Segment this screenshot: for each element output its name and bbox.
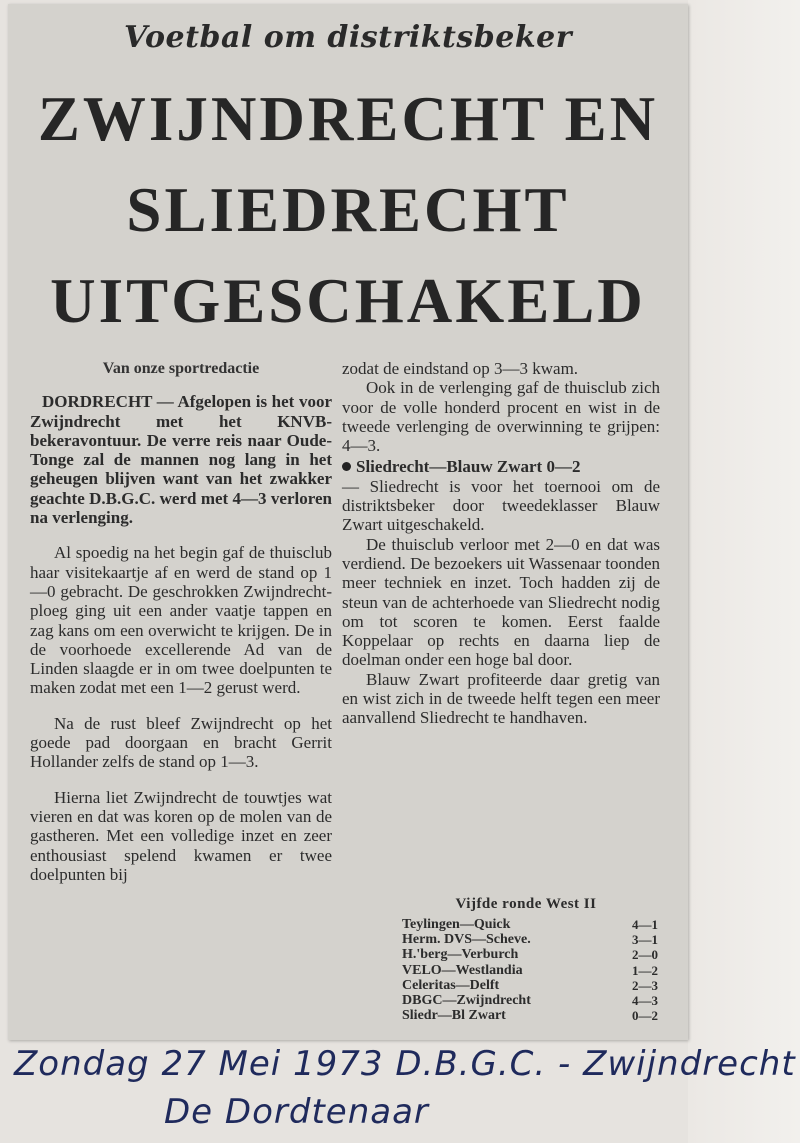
article-paragraph: zodat de eindstand op 3—3 kwam.: [342, 359, 579, 378]
results-table: [394, 896, 658, 1023]
result-teams: VELO—Westlandia: [402, 962, 523, 978]
article-lead-text: Afgelopen is het voor Zwijndrecht met het KNVB-bekeravontuur. De verre reis naar Oude-Tonge zal de mannen nog lang in het geheugen blijven want van het zwakker geachte D.B.G.C. werd met 4—3 verloren na verlenging.: [30, 392, 332, 528]
result-row: [394, 947, 658, 962]
article-paragraph: Na de rust bleef Zwijndrecht op het goede pad doorgaan en bracht Gerrit Hollander zelfs de stand op 1—3.: [30, 713, 332, 772]
article-column-left: [30, 359, 332, 884]
result-score: 3—1: [632, 932, 658, 948]
match-subheading-text: Sliedrecht—Blauw Zwart 0—2: [356, 457, 581, 477]
result-row: [394, 932, 658, 947]
bullet-icon: [342, 462, 351, 471]
result-score: 2—3: [632, 977, 658, 993]
result-row: [394, 1008, 658, 1023]
result-row: [394, 978, 658, 993]
headline-line-3: UITGESCHAKELD: [50, 266, 646, 336]
article-headline: [8, 74, 688, 347]
article-kicker: Voetbal om distriktsbeker: [123, 20, 573, 55]
headline-line-1: ZWIJNDRECHT EN: [37, 84, 659, 154]
result-row: [394, 993, 658, 1008]
result-score: 0—2: [632, 1008, 658, 1024]
article-dateline: DORDRECHT —: [42, 392, 174, 412]
result-score: 2—0: [632, 947, 658, 963]
article-paragraph: — Sliedrecht is voor het toernooi om de distriktsbeker door tweedeklasser Blauw Zwart uitgeschakeld.: [342, 476, 660, 535]
handwritten-note: [14, 1040, 794, 1136]
result-teams: Celeritas—Delft: [402, 977, 500, 993]
result-row: [394, 917, 658, 932]
result-row: [394, 963, 658, 978]
newspaper-clipping: [8, 4, 688, 1040]
handwritten-date-line: Zondag 27 Mei 1973 D.B.G.C. - Zwijndrecht: [14, 1044, 796, 1084]
article-byline: Van onze sportredactie: [102, 360, 260, 377]
handwritten-source-line: De Dordtenaar: [164, 1092, 429, 1132]
article-paragraph: Ook in de verlenging gaf de thuisclub zich voor de volle honderd procent en wist in de tweede verlenging de overwinning te grijpen: 4—3.: [342, 378, 660, 456]
result-teams: H.'berg—Verburch: [402, 947, 519, 963]
article-paragraph: Hierna liet Zwijndrecht de touwtjes wat vieren en dat was koren op de molen van de gastheren. Met een volledige inzet en zeer enthousiast spelend kwamen er twee doelpunten bij: [30, 787, 332, 884]
article-paragraph: Al spoedig na het begin gaf de thuisclub haar visitekaartje af en werd de stand op 1—0 gebracht. De geschrokken Zwijndrecht-ploeg ging uit een ander vaatje tappen en zag kans om een overwicht te krijgen. De in de voorhoede excellerende Ad van de Linden slaagde er in om twee doelpunten te maken zodat met een 1—2 gerust werd.: [30, 543, 332, 698]
result-teams: Herm. DVS—Scheve.: [402, 932, 531, 948]
article-paragraph: Blauw Zwart profiteerde daar gretig van en wist zich in de tweede helft tegen een meer aanvallend Sliedrecht te handhaven.: [342, 669, 660, 728]
result-teams: Sliedr—Bl Zwart: [402, 1008, 506, 1024]
match-subheading: [342, 457, 660, 476]
article-lead: [30, 392, 332, 527]
article-column-right: [342, 359, 660, 728]
result-score: 1—2: [632, 962, 658, 978]
article-paragraph: De thuisclub verloor met 2—0 en dat was verdiend. De bezoekers uit Wassenaar toonden meer techniek en inzet. Toch hadden zij de steun van de achterhoede van Sliedrecht nodig om tot scoren te komen. Eerst faalde Koppelaar op rechts en daarna liep de doelman onder een hoge bal door.: [342, 534, 660, 670]
result-teams: DBGC—Zwijndrecht: [402, 993, 531, 1009]
results-title: Vijfde ronde West II: [455, 896, 597, 912]
result-score: 4—3: [632, 993, 658, 1009]
result-teams: Teylingen—Quick: [402, 917, 511, 932]
result-score: 4—1: [632, 917, 658, 932]
background-surface: [688, 0, 800, 1143]
headline-line-2: SLIEDRECHT: [126, 175, 570, 245]
